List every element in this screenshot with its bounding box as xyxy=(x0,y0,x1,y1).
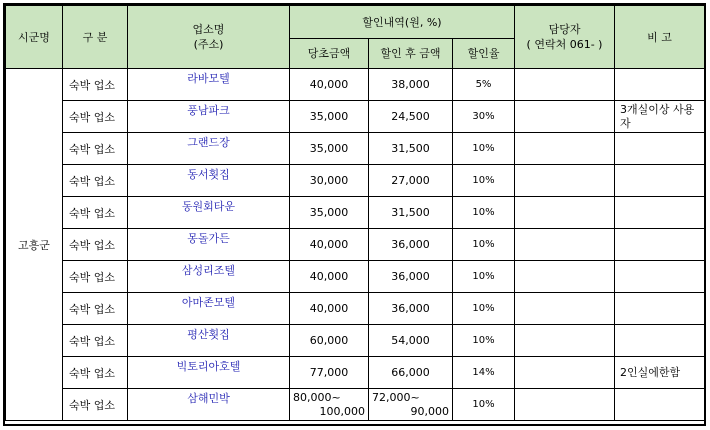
header-contact xyxy=(515,6,615,69)
business-name-cell: 빅토리아호텔 xyxy=(128,357,290,389)
table-row xyxy=(6,389,705,421)
discounted-price-high: 90,000 xyxy=(410,405,449,418)
original-price-low: 80,000~ xyxy=(293,391,341,404)
contact-cell xyxy=(515,261,615,293)
original-price-cell: 40,000 xyxy=(290,261,369,293)
table-row xyxy=(6,357,705,389)
discount-rate-cell: 10% xyxy=(453,165,515,197)
header-contact-label: 담당자 xyxy=(548,23,581,36)
remarks-cell xyxy=(615,197,705,229)
contact-cell xyxy=(515,389,615,421)
category-cell: 숙박 업소 xyxy=(63,261,128,293)
discounted-price-cell: 31,500 xyxy=(369,197,453,229)
discounted-price-cell xyxy=(369,389,453,421)
business-name-cell: 삼성리조텔 xyxy=(128,261,290,293)
table-body xyxy=(6,69,705,421)
business-name-cell: 동서횟집 xyxy=(128,165,290,197)
table-row xyxy=(6,229,705,261)
header-discount: 할인내역(원, %) xyxy=(290,6,515,39)
discounted-price-cell: 36,000 xyxy=(369,293,453,325)
category-cell: 숙박 업소 xyxy=(63,165,128,197)
business-name-cell: 동원회타운 xyxy=(128,197,290,229)
original-price-cell: 35,000 xyxy=(290,197,369,229)
category-cell: 숙박 업소 xyxy=(63,325,128,357)
remarks-cell xyxy=(615,133,705,165)
original-price-cell: 40,000 xyxy=(290,69,369,101)
remarks-cell: 3개실이상 사용자 xyxy=(615,101,705,133)
remarks-cell xyxy=(615,229,705,261)
table-row xyxy=(6,325,705,357)
discount-rate-cell: 10% xyxy=(453,229,515,261)
contact-cell xyxy=(515,69,615,101)
category-cell: 숙박 업소 xyxy=(63,357,128,389)
discount-rate-cell: 14% xyxy=(453,357,515,389)
business-name-cell: 아마존모텔 xyxy=(128,293,290,325)
remarks-cell xyxy=(615,389,705,421)
discounted-price-cell: 36,000 xyxy=(369,229,453,261)
header-business-name-label: 업소명 xyxy=(192,23,225,36)
contact-cell xyxy=(515,229,615,261)
discounted-price-cell: 31,500 xyxy=(369,133,453,165)
business-name-cell: 삼해민박 xyxy=(128,389,290,421)
remarks-cell xyxy=(615,293,705,325)
discount-rate-cell: 5% xyxy=(453,69,515,101)
table-row xyxy=(6,197,705,229)
discounted-price-cell: 66,000 xyxy=(369,357,453,389)
remarks-cell: 2인실에한함 xyxy=(615,357,705,389)
header-discounted-price: 할인 후 금액 xyxy=(369,39,453,69)
discount-table-frame xyxy=(3,3,706,426)
header-business-address-label: (주소) xyxy=(193,38,224,51)
category-cell: 숙박 업소 xyxy=(63,101,128,133)
discount-rate-cell: 30% xyxy=(453,101,515,133)
header-business-name xyxy=(128,6,290,69)
remarks-cell xyxy=(615,325,705,357)
original-price-cell: 40,000 xyxy=(290,229,369,261)
remarks-cell xyxy=(615,69,705,101)
discounted-price-cell: 36,000 xyxy=(369,261,453,293)
table-row xyxy=(6,165,705,197)
table-row xyxy=(6,293,705,325)
original-price-cell: 30,000 xyxy=(290,165,369,197)
table-row xyxy=(6,101,705,133)
header-discount-rate: 할인율 xyxy=(453,39,515,69)
discount-rate-cell: 10% xyxy=(453,197,515,229)
category-cell: 숙박 업소 xyxy=(63,293,128,325)
discount-rate-cell: 10% xyxy=(453,261,515,293)
original-price-cell: 60,000 xyxy=(290,325,369,357)
contact-cell xyxy=(515,165,615,197)
contact-cell xyxy=(515,357,615,389)
table-row xyxy=(6,261,705,293)
category-cell: 숙박 업소 xyxy=(63,229,128,261)
header-category: 구 분 xyxy=(63,6,128,69)
original-price-high: 100,000 xyxy=(319,405,365,418)
remarks-cell xyxy=(615,261,705,293)
contact-cell xyxy=(515,101,615,133)
discount-rate-cell: 10% xyxy=(453,389,515,421)
category-cell: 숙박 업소 xyxy=(63,197,128,229)
original-price-cell: 40,000 xyxy=(290,293,369,325)
discounted-price-low: 72,000~ xyxy=(372,391,420,404)
discount-rate-cell: 10% xyxy=(453,325,515,357)
discounted-price-cell: 54,000 xyxy=(369,325,453,357)
contact-cell xyxy=(515,325,615,357)
header-original-price: 당초금액 xyxy=(290,39,369,69)
discount-table xyxy=(5,5,705,421)
original-price-cell: 35,000 xyxy=(290,101,369,133)
discount-rate-cell: 10% xyxy=(453,293,515,325)
discounted-price-cell: 38,000 xyxy=(369,69,453,101)
original-price-cell xyxy=(290,389,369,421)
business-name-cell: 평산횟집 xyxy=(128,325,290,357)
table-row xyxy=(6,133,705,165)
business-name-cell: 그랜드장 xyxy=(128,133,290,165)
contact-cell xyxy=(515,197,615,229)
original-price-cell: 77,000 xyxy=(290,357,369,389)
category-cell: 숙박 업소 xyxy=(63,389,128,421)
header-remarks: 비 고 xyxy=(615,6,705,69)
discounted-price-cell: 27,000 xyxy=(369,165,453,197)
business-name-cell: 몽돌가든 xyxy=(128,229,290,261)
contact-cell xyxy=(515,293,615,325)
discounted-price-cell: 24,500 xyxy=(369,101,453,133)
remarks-cell xyxy=(615,165,705,197)
header-region: 시군명 xyxy=(6,6,63,69)
category-cell: 숙박 업소 xyxy=(63,69,128,101)
original-price-cell: 35,000 xyxy=(290,133,369,165)
business-name-cell: 라바모텔 xyxy=(128,69,290,101)
contact-cell xyxy=(515,133,615,165)
business-name-cell: 풍남파크 xyxy=(128,101,290,133)
header-contact-sub-label: ( 연락처 061- ) xyxy=(526,38,603,51)
region-cell: 고흥군 xyxy=(6,69,63,421)
table-row xyxy=(6,69,705,101)
discount-rate-cell: 10% xyxy=(453,133,515,165)
category-cell: 숙박 업소 xyxy=(63,133,128,165)
